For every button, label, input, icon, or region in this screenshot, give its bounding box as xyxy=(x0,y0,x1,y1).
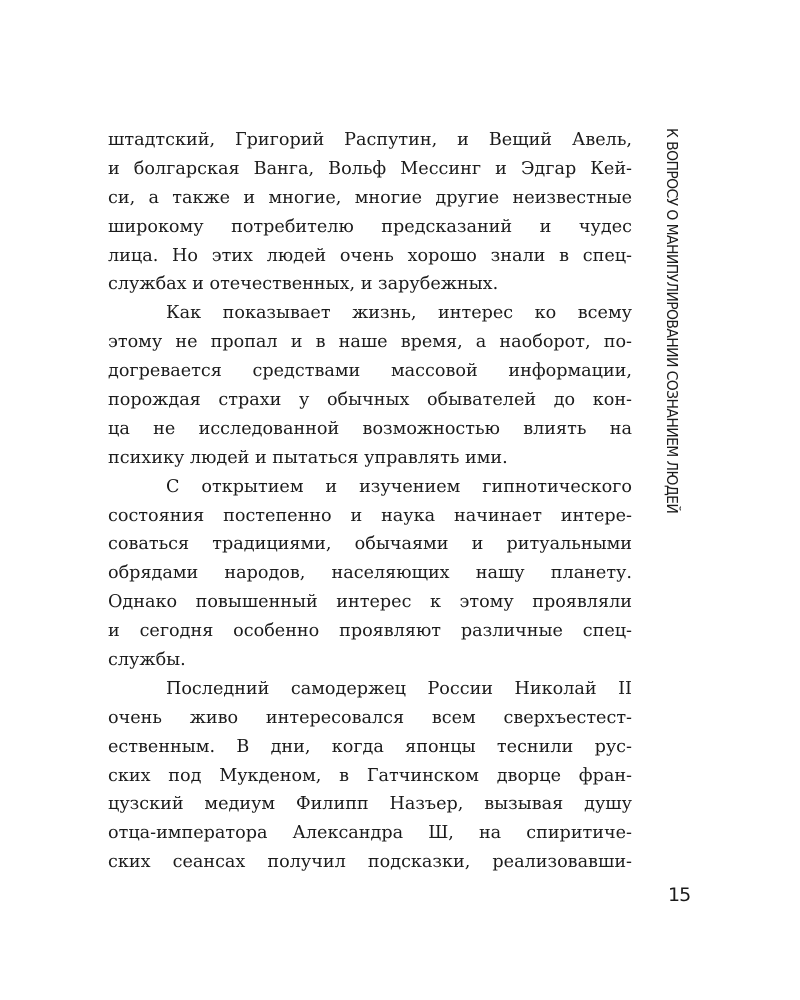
text-line: состояния постепенно и наука начинает интере- xyxy=(108,505,632,526)
text-line: ественным. В дни, когда японцы теснили рус- xyxy=(108,736,632,757)
text-line: Однако повышенный интерес к этому проявляли xyxy=(108,592,632,613)
running-head: К ВОПРОСУ О МАНИПУЛИРОВАНИИ СОЗНАНИЕМ ЛЮДЕЙ xyxy=(663,128,681,514)
text-line: лица. Но этих людей очень хорошо знали в спец- xyxy=(108,245,632,266)
text-line: отца-императора Александра Ш, на спиритиче- xyxy=(108,823,632,844)
page-number: 15 xyxy=(668,884,691,906)
text-line: и сегодня особенно проявляют различные спец- xyxy=(108,621,632,642)
text-line: цузский медиум Филипп Назъер, вызывая душу xyxy=(108,794,632,815)
text-line: порождая страхи у обычных обывателей до кон- xyxy=(108,390,632,411)
text-line: психику людей и пытаться управлять ими. xyxy=(108,447,508,468)
body-text xyxy=(108,126,632,877)
paragraph-start-line: Последний самодержец России Николай II xyxy=(166,678,632,699)
text-line: догревается средствами массовой информации, xyxy=(108,361,632,382)
text-line: очень живо интересовался всем сверхъестест- xyxy=(108,707,632,728)
text-line: си, а также и многие, многие другие неизвестные xyxy=(108,187,632,208)
text-line: и болгарская Ванга, Вольф Мессинг и Эдгар Кей- xyxy=(108,158,632,179)
text-line: ских сеансах получил подсказки, реализовавши- xyxy=(108,852,632,873)
text-line: службах и отечественных, и зарубежных. xyxy=(108,274,499,295)
text-line: службы. xyxy=(108,650,186,671)
text-line: ских под Мукденом, в Гатчинском дворце фран- xyxy=(108,765,632,786)
text-line: штадтский, Григорий Распутин, и Вещий Авель, xyxy=(108,130,632,150)
text-line: соваться традициями, обычаями и ритуальными xyxy=(108,534,632,555)
paragraph-start-line: Как показывает жизнь, интерес ко всему xyxy=(166,303,632,324)
text-line: широкому потребителю предсказаний и чудес xyxy=(108,216,632,237)
text-line: обрядами народов, населяющих нашу планету. xyxy=(108,563,632,584)
text-line: ца не исследованной возможностью влиять на xyxy=(108,418,632,439)
text-line: этому не пропал и в наше время, а наоборот, по- xyxy=(108,332,632,353)
paragraph-start-line: С открытием и изучением гипнотического xyxy=(166,476,632,497)
